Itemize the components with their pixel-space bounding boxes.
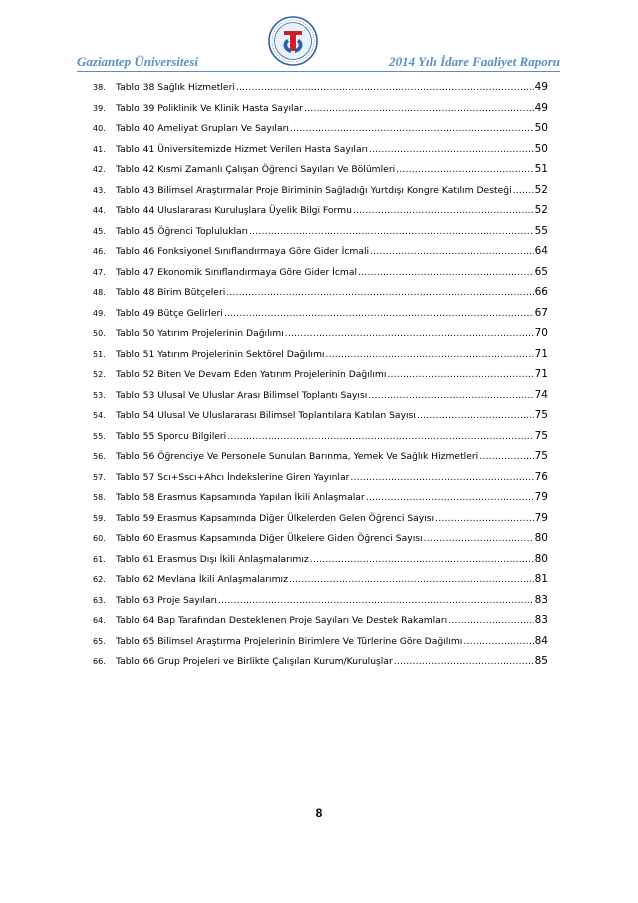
toc-entry[interactable] <box>93 143 548 164</box>
toc-leader-dots <box>249 226 534 237</box>
toc-entry-number: 61. <box>93 554 106 564</box>
toc-leader-dots <box>435 513 534 524</box>
toc-entry[interactable] <box>93 532 548 553</box>
page-header <box>77 15 560 73</box>
toc-entry-page: 79 <box>534 511 548 524</box>
toc-entry-number: 66. <box>93 657 106 666</box>
toc-leader-dots <box>224 308 534 319</box>
toc-entry-number: 56. <box>93 452 106 461</box>
toc-entry-page: 50 <box>534 142 548 155</box>
toc-entry-title: Tablo 54 Ulusal Ve Uluslararası Bilimsel Toplantılara Katılan Sayısı <box>116 410 416 421</box>
toc-entry[interactable] <box>93 512 548 533</box>
toc-entry-title: Tablo 66 Grup Projeleri ve Birlikte Çalışılan Kurum/Kuruluşlar <box>116 656 393 667</box>
toc-entry[interactable] <box>93 327 548 348</box>
toc-entry-title: Tablo 44 Uluslararası Kuruluşlara Üyelik Bilgi Formu <box>116 205 352 216</box>
toc-entry[interactable] <box>93 430 548 451</box>
toc-leader-dots <box>290 123 534 134</box>
toc-entry-number: 49. <box>93 308 106 318</box>
toc-entry-page: 85 <box>534 655 548 667</box>
university-seal-icon <box>267 15 319 67</box>
toc-entry[interactable] <box>93 225 548 246</box>
toc-entry-number: 44. <box>93 206 106 215</box>
toc-entry[interactable] <box>93 307 548 328</box>
toc-entry[interactable] <box>93 286 548 307</box>
toc-entry[interactable] <box>93 81 548 102</box>
toc-entry-title: Tablo 59 Erasmus Kapsamında Diğer Ülkelerden Gelen Öğrenci Sayısı <box>116 512 435 524</box>
toc-entry-number: 55. <box>93 431 106 441</box>
toc-entry-page: 65 <box>534 265 548 278</box>
toc-entry-page: 75 <box>534 450 548 462</box>
toc-leader-dots <box>218 595 534 606</box>
toc-entry-title: Tablo 41 Üniversitemizde Hizmet Verilen Hasta Sayıları <box>116 143 368 155</box>
toc-entry-title: Tablo 43 Bilimsel Araştırmalar Proje Biriminin Sağladığı Yurtdışı Kongre Katılım Desteği <box>116 184 512 196</box>
toc-leader-dots <box>396 164 533 175</box>
toc-entry[interactable] <box>93 389 548 410</box>
toc-entry[interactable] <box>93 204 548 225</box>
toc-entry[interactable] <box>93 614 548 635</box>
toc-entry-number: 64. <box>93 616 106 625</box>
toc-entry-number: 47. <box>93 267 106 277</box>
toc-entry-page: 83 <box>534 593 548 606</box>
toc-entry-page: 55 <box>534 224 548 237</box>
toc-leader-dots <box>448 615 533 626</box>
toc-entry-number: 40. <box>93 124 106 133</box>
toc-entry-page: 71 <box>534 368 548 380</box>
toc-entry-title: Tablo 39 Poliklinik Ve Klinik Hasta Sayılar <box>116 102 304 114</box>
toc-entry-page: 51 <box>534 163 548 175</box>
toc-entry-title: Tablo 50 Yatırım Projelerinin Dağılımı <box>116 328 284 339</box>
toc-leader-dots <box>417 410 534 421</box>
toc-entry-title: Tablo 56 Öğrenciye Ve Personele Sunulan Barınma, Yemek Ve Sağlık Hizmetleri <box>116 451 479 462</box>
toc-entry-number: 42. <box>93 165 106 174</box>
toc-leader-dots <box>368 390 533 401</box>
toc-entry-page: 83 <box>534 614 548 626</box>
toc-entry[interactable] <box>93 348 548 369</box>
toc-leader-dots <box>463 636 533 647</box>
toc-leader-dots <box>424 533 534 544</box>
toc-entry-title: Tablo 49 Bütçe Gelirleri <box>116 307 223 319</box>
toc-entry-number: 58. <box>93 493 106 502</box>
toc-entry-page: 81 <box>534 573 548 585</box>
toc-entry[interactable] <box>93 450 548 471</box>
toc-leader-dots <box>353 205 534 216</box>
toc-entry-number: 41. <box>93 144 106 154</box>
toc-entry-page: 75 <box>534 429 548 442</box>
toc-entry-title: Tablo 45 Öğrenci Toplulukları <box>116 225 248 237</box>
toc-entry-page: 84 <box>534 634 548 647</box>
toc-leader-dots <box>226 287 533 298</box>
toc-entry-title: Tablo 55 Sporcu Bilgileri <box>116 430 227 442</box>
toc-entry[interactable] <box>93 184 548 205</box>
header-report-title: 2014 Yılı İdare Faaliyet Raporu <box>389 54 560 69</box>
toc-entry[interactable] <box>93 471 548 492</box>
toc-leader-dots <box>289 574 534 585</box>
toc-leader-dots <box>369 144 534 155</box>
toc-entry-number: 50. <box>93 329 106 338</box>
toc-entry-page: 76 <box>534 470 548 483</box>
toc-entry-page: 49 <box>534 81 548 93</box>
toc-leader-dots <box>325 349 533 360</box>
toc-entry[interactable] <box>93 635 548 656</box>
toc-leader-dots <box>479 451 533 462</box>
toc-leader-dots <box>394 656 534 667</box>
toc-entry[interactable] <box>93 655 548 676</box>
toc-entry-title: Tablo 60 Erasmus Kapsamında Diğer Ülkelere Giden Öğrenci Sayısı <box>116 533 423 544</box>
toc-entry-number: 53. <box>93 390 106 400</box>
toc-entry-number: 60. <box>93 534 106 543</box>
toc-entry-number: 62. <box>93 575 106 584</box>
toc-entry-page: 79 <box>534 491 548 503</box>
toc-entry-page: 70 <box>534 327 548 339</box>
toc-entry-title: Tablo 51 Yatırım Projelerinin Sektörel Dağılımı <box>116 348 325 360</box>
toc-entry-page: 71 <box>534 347 548 360</box>
toc-entry-title: Tablo 52 Biten Ve Devam Eden Yatırım Projelerinin Dağılımı <box>116 369 387 380</box>
toc-leader-dots <box>358 267 534 278</box>
toc-entry-title: Tablo 53 Ulusal Ve Uluslar Arası Bilimsel Toplantı Sayısı <box>116 389 368 401</box>
toc-entry-number: 43. <box>93 185 106 195</box>
toc-entry-title: Tablo 47 Ekonomik Sınıflandırmaya Göre Gider İcmal <box>116 266 358 278</box>
toc-entry-number: 39. <box>93 103 106 113</box>
toc-entry-page: 74 <box>534 388 548 401</box>
page-number: 8 <box>315 806 323 820</box>
toc-leader-dots <box>310 554 534 565</box>
toc-leader-dots <box>387 369 533 380</box>
toc-entry[interactable] <box>93 245 548 266</box>
toc-entry-number: 59. <box>93 513 106 523</box>
toc-entry[interactable] <box>93 266 548 287</box>
toc-leader-dots <box>370 246 534 257</box>
toc-entry[interactable] <box>93 553 548 574</box>
toc-entry-page: 67 <box>534 306 548 319</box>
toc-entry-title: Tablo 62 Mevlana İkili Anlaşmalarımız <box>116 574 288 585</box>
toc-entry-page: 66 <box>534 286 548 298</box>
toc-entry-title: Tablo 46 Fonksiyonel Sınıflandırmaya Göre Gider İcmali <box>116 246 370 257</box>
toc-entry-number: 57. <box>93 472 106 482</box>
toc-entry-title: Tablo 42 Kısmi Zamanlı Çalışan Öğrenci Sayıları Ve Bölümleri <box>116 164 396 175</box>
toc-entry-number: 54. <box>93 411 106 420</box>
toc-entry-number: 38. <box>93 83 106 92</box>
toc-entry[interactable] <box>93 102 548 123</box>
toc-leader-dots <box>513 185 534 196</box>
toc-entry-title: Tablo 57 Scı+Sscı+Ahcı İndekslerine Giren Yayınlar <box>116 471 350 483</box>
toc-entry-page: 64 <box>534 245 548 257</box>
toc-leader-dots <box>366 492 534 503</box>
toc-entry-title: Tablo 48 Birim Bütçeleri <box>116 287 226 298</box>
toc-entry-number: 45. <box>93 226 106 236</box>
toc-leader-dots <box>350 472 533 483</box>
toc-entry[interactable] <box>93 163 548 184</box>
toc-leader-dots <box>304 103 534 114</box>
toc-entry-page: 49 <box>534 101 548 114</box>
toc-entry[interactable] <box>93 368 548 389</box>
toc-entry-title: Tablo 65 Bilimsel Araştırma Projelerinin Birimlere Ve Türlerine Göre Dağılımı <box>116 635 463 647</box>
toc-entry-page: 75 <box>534 409 548 421</box>
toc-entry-title: Tablo 38 Sağlık Hizmetleri <box>116 82 235 93</box>
toc-entry-page: 50 <box>534 122 548 134</box>
table-of-contents <box>93 81 548 676</box>
toc-entry-title: Tablo 64 Bap Tarafından Desteklenen Proje Sayıları Ve Destek Rakamları <box>116 615 448 626</box>
toc-entry-title: Tablo 61 Erasmus Dışı İkili Anlaşmalarımız <box>116 553 309 565</box>
toc-entry-number: 63. <box>93 595 106 605</box>
toc-entry[interactable] <box>93 573 548 594</box>
toc-entry-page: 52 <box>534 204 548 216</box>
toc-entry-number: 65. <box>93 636 106 646</box>
header-university-name: Gaziantep Üniversitesi <box>77 54 198 69</box>
toc-entry-number: 51. <box>93 349 106 359</box>
header-divider <box>77 71 560 72</box>
toc-entry-title: Tablo 58 Erasmus Kapsamında Yapılan İkili Anlaşmalar <box>116 492 365 503</box>
toc-entry-number: 46. <box>93 247 106 256</box>
toc-leader-dots <box>285 328 534 339</box>
toc-entry[interactable] <box>93 491 548 512</box>
toc-leader-dots <box>227 431 533 442</box>
toc-entry-page: 80 <box>534 552 548 565</box>
toc-entry-page: 52 <box>534 183 548 196</box>
toc-entry[interactable] <box>93 122 548 143</box>
toc-entry-title: Tablo 40 Ameliyat Grupları Ve Sayıları <box>116 123 289 134</box>
toc-leader-dots <box>236 82 534 93</box>
toc-entry[interactable] <box>93 409 548 430</box>
toc-entry[interactable] <box>93 594 548 615</box>
toc-entry-title: Tablo 63 Proje Sayıları <box>116 594 217 606</box>
toc-entry-number: 48. <box>93 288 106 297</box>
toc-entry-page: 80 <box>534 532 548 544</box>
toc-entry-number: 52. <box>93 370 106 379</box>
